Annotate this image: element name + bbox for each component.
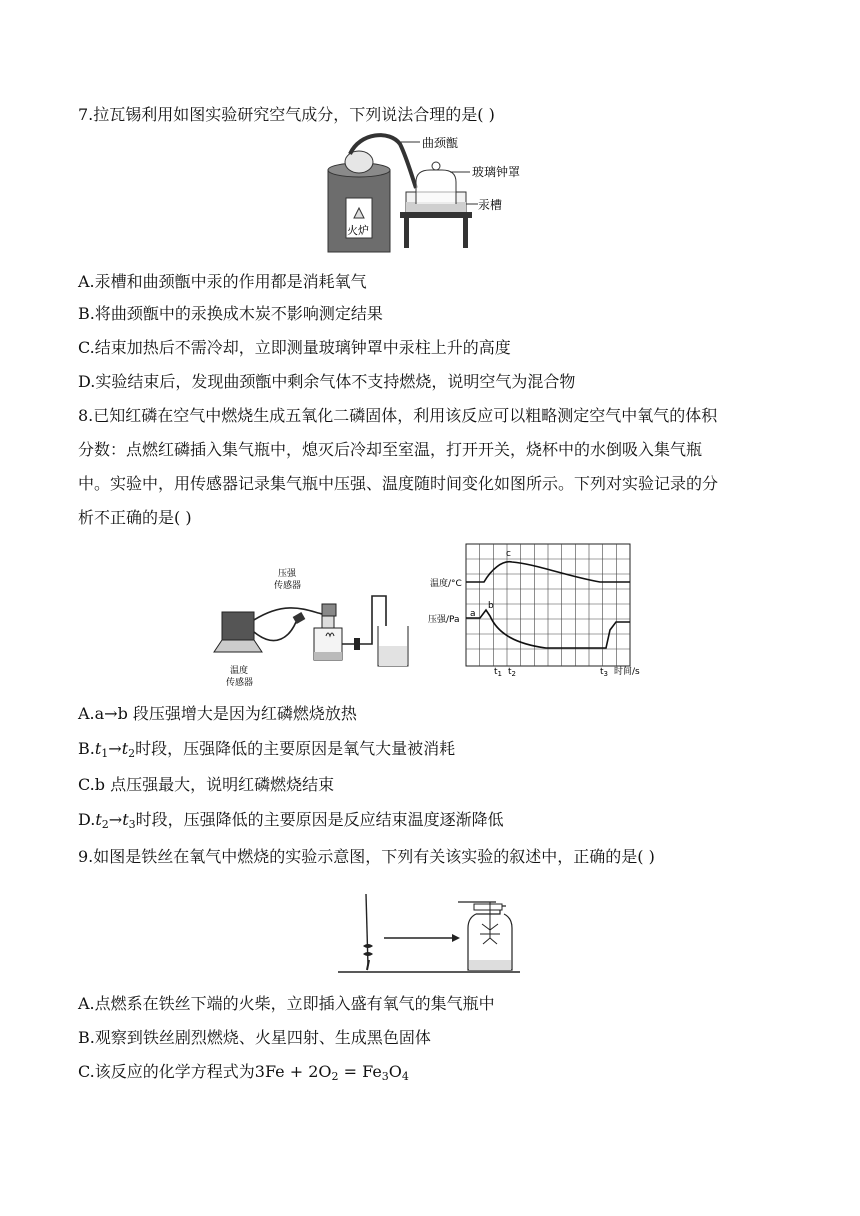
clamp bbox=[354, 638, 360, 650]
pressure-axis-label: 压强/Pa bbox=[428, 615, 460, 625]
q7-option-c: C.结束加热后不需冷却，立即测量玻璃钟罩中汞柱上升的高度 bbox=[78, 338, 511, 357]
retort-label: 曲颈甑 bbox=[422, 136, 459, 150]
q8-option-a: A.a→b 段压强增大是因为红磷燃烧放热 bbox=[78, 704, 357, 723]
bell-jar-knob bbox=[432, 162, 440, 170]
laptop-base bbox=[214, 640, 262, 652]
arrow-icon bbox=[452, 934, 460, 942]
q9-option-a: A.点燃系在铁丝下端的火柴，立即插入盛有氧气的集气瓶中 bbox=[78, 994, 495, 1013]
point-c-label: c bbox=[506, 549, 511, 559]
q9-option-c: C.该反应的化学方程式为$3Fe + 2O_2 = Fe_3O_4$ bbox=[78, 1062, 409, 1083]
q8-stem-line-1: 8.已知红磷在空气中燃烧生成五氧化二磷固体，利用该反应可以粗略测定空气中氧气的体积 bbox=[78, 406, 718, 425]
q7-option-a: A.汞槽和曲颈甑中汞的作用都是消耗氧气 bbox=[78, 272, 367, 291]
temp-sensor-label-2: 传感器 bbox=[226, 678, 254, 688]
bottle-water bbox=[314, 652, 342, 660]
q9-option-b: B.观察到铁丝剧烈燃烧、火星四射、生成黑色固体 bbox=[78, 1028, 431, 1047]
q9-stem: 9.如图是铁丝在氧气中燃烧的实验示意图，下列有关该实验的叙述中，正确的是( ) bbox=[78, 847, 655, 866]
t1-tick-label: $t_1$ bbox=[494, 667, 502, 678]
q7-stem: 7.拉瓦锡利用如图实验研究空气成分，下列说法合理的是( ) bbox=[78, 105, 495, 124]
bottle-stopper bbox=[322, 616, 334, 628]
q8-option-b: $B.t_1\to t_2$时段，压强降低的主要原因是氧气大量被消耗 bbox=[78, 739, 456, 760]
t2-tick-label: $t_2$ bbox=[508, 667, 516, 678]
trough-label: 汞槽 bbox=[478, 198, 503, 212]
pressure-sensor-label-1: 压强 bbox=[278, 569, 297, 579]
laptop-screen bbox=[222, 612, 254, 640]
q8-stem-line-3: 中。实验中，用传感器记录集气瓶中压强、温度随时间变化如图所示。下列对实验记录的分 bbox=[78, 474, 719, 493]
point-b-label: b bbox=[488, 601, 494, 611]
retort-bulb bbox=[345, 151, 373, 173]
temp-cable bbox=[254, 622, 296, 641]
bell-jar-label: 玻璃钟罩 bbox=[472, 165, 521, 179]
table-leg bbox=[404, 218, 409, 248]
glass-plate bbox=[474, 904, 502, 910]
temp-sensor-label-1: 温度 bbox=[230, 666, 249, 676]
q8-option-c: C.b 点压强最大，说明红磷燃烧结束 bbox=[78, 775, 335, 794]
time-axis-label: 时间/s bbox=[614, 667, 640, 677]
temperature-axis-label: 温度/°C bbox=[430, 579, 462, 589]
bell-jar bbox=[416, 170, 456, 204]
pressure-cable bbox=[254, 608, 322, 620]
table-top bbox=[400, 212, 472, 218]
q7-option-d: D.实验结束后，发现曲颈甑中剩余气体不支持燃烧，说明空气为混合物 bbox=[78, 372, 576, 391]
temp-sensor-probe bbox=[293, 612, 306, 624]
pressure-sensor-label-2: 传感器 bbox=[274, 581, 302, 591]
furnace-label: 火炉 bbox=[347, 224, 369, 237]
q8-stem-line-4: 析不正确的是( ) bbox=[78, 508, 192, 527]
q8-stem-line-2: 分数：点燃红磷插入集气瓶中，熄灭后冷却至室温，打开开关，烧杯中的水倒吸入集气瓶 bbox=[78, 440, 703, 459]
pressure-sensor-head bbox=[322, 604, 336, 616]
bottle-water bbox=[469, 960, 511, 970]
q7-lavoisier-apparatus-figure bbox=[320, 130, 550, 260]
table-leg bbox=[463, 218, 468, 248]
q7-option-b: B.将曲颈甑中的汞换成木炭不影响测定结果 bbox=[78, 304, 383, 323]
q8-option-d: $D.t_2\to t_3$时段，压强降低的主要原因是反应结束温度逐渐降低 bbox=[78, 810, 504, 831]
q9-iron-wire-figure bbox=[336, 880, 526, 978]
q8-sensor-apparatus-figure bbox=[206, 540, 646, 690]
beaker-water bbox=[379, 646, 407, 666]
point-a-label: a bbox=[470, 609, 476, 619]
t3-tick-label: $t_3$ bbox=[600, 667, 608, 678]
